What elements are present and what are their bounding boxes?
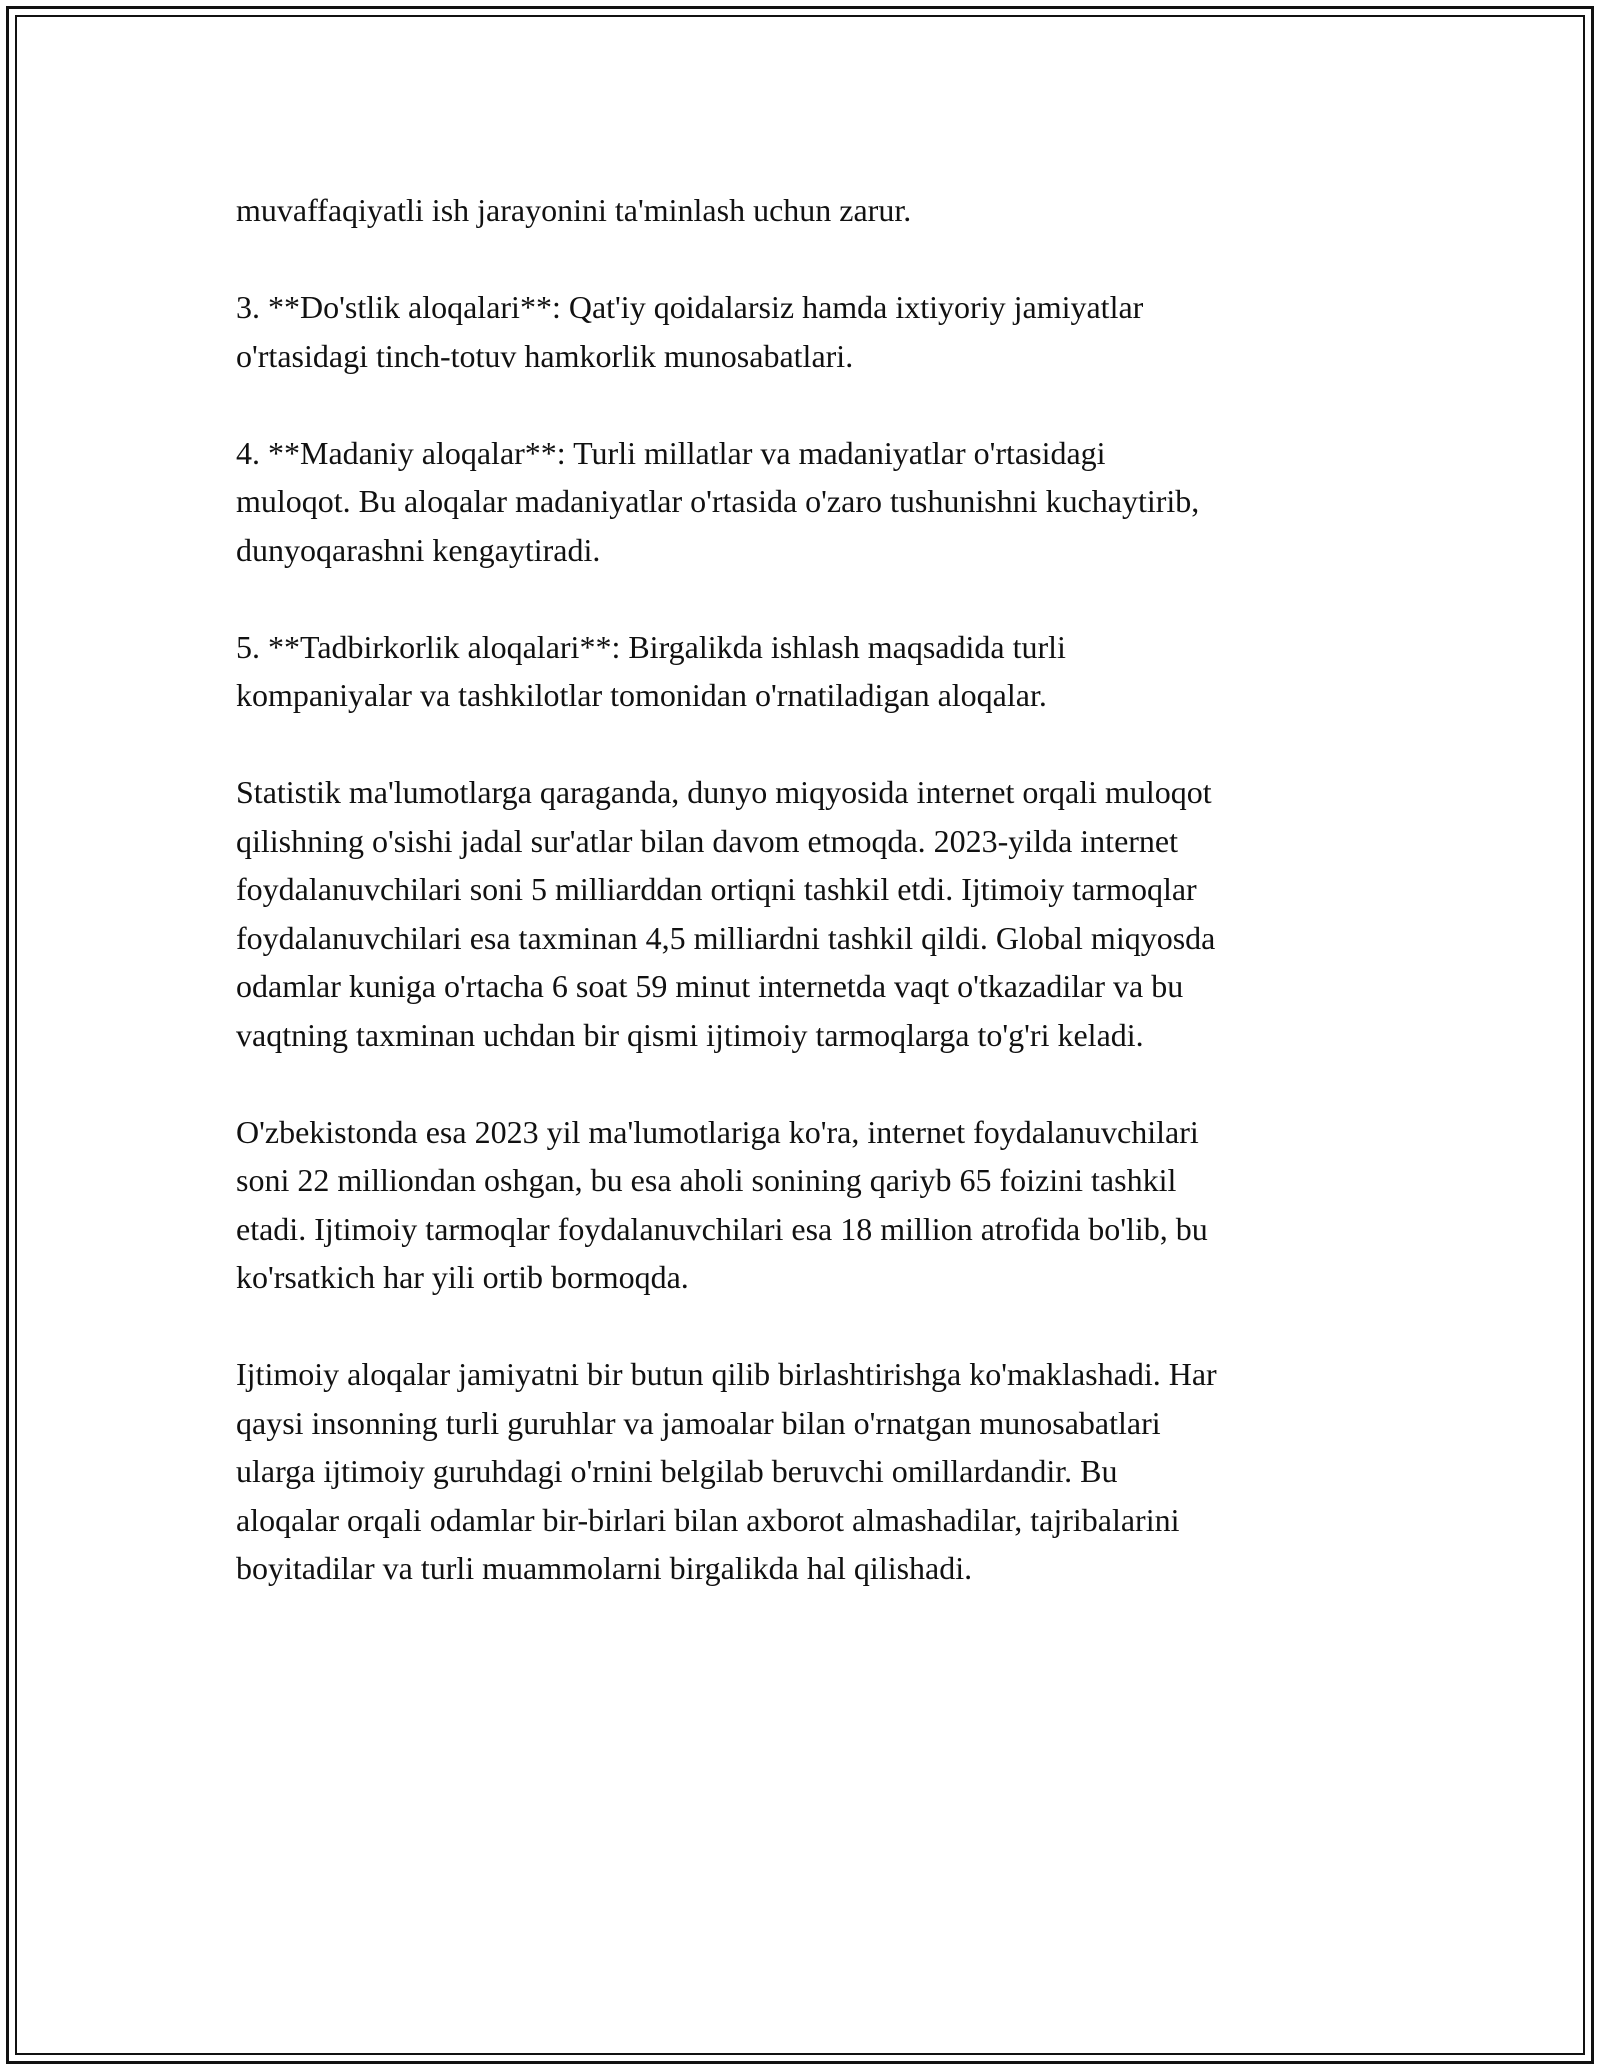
paragraph-uzbekistan-statistics: O'zbekistonda esa 2023 yil ma'lumotlariga ko'ra, internet foydalanuvchilari soni 22 milliondan oshgan, bu esa aholi sonining qariyb 65 foizini tashkil etadi. Ijtimoiy tarmoqlar foydalanuvchilari esa 18 million atrofida bo'lib, bu ko'rsatkich har yili ortib bormoqda. [236,1113,1208,1295]
document-body [236,186,1386,1641]
paragraph-conclusion: Ijtimoiy aloqalar jamiyatni bir butun qilib birlashtirishga ko'maklashadi. Har qaysi insonning turli guruhlar va jamoalar bilan o'rnatgan munosabatlari ularga ijtimoiy guruhdagi o'rnini belgilab beruvchi omillardandir. Bu aloqalar orqali odamlar bir-birlari bilan axborot almashadilar, tajribalarini boyitadilar va turli muammolarni birgalikda hal qilishadi. [236,1356,1217,1586]
paragraph-global-statistics: Statistik ma'lumotlarga qaraganda, dunyo miqyosida internet orqali muloqot qilishning o'sishi jadal sur'atlar bilan davom etmoqda. 2023-yilda internet foydalanuvchilari soni 5 milliarddan ortiqni tashkil etdi. Ijtimoiy tarmoqlar foydalanuvchilari esa taxminan 4,5 milliardni tashkil qildi. Global miqyosda odamlar kuniga o'rtacha 6 soat 59 minut internetda vaqt o'tkazadilar va bu vaqtning taxminan uchdan bir qismi ijtimoiy tarmoqlarga to'g'ri keladi. [236,774,1216,1053]
paragraph-continuation: muvaffaqiyatli ish jarayonini ta'minlash uchun zarur. [236,192,912,228]
paragraph-item-4: 4. **Madaniy aloqalar**: Turli millatlar va madaniyatlar o'rtasidagi muloqot. Bu aloqalar madaniyatlar o'rtasida o'zaro tushunishni kuchaytirib, dunyoqarashni kengaytiradi. [236,434,1200,568]
paragraph-item-3: 3. **Do'stlik aloqalari**: Qat'iy qoidalarsiz hamda ixtiyoriy jamiyatlar o'rtasidagi tinch-totuv hamkorlik munosabatlari. [236,289,1144,374]
paragraph-item-5: 5. **Tadbirkorlik aloqalari**: Birgalikda ishlash maqsadida turli kompaniyalar va tashkilotlar tomonidan o'rnatiladigan aloqalar. [236,628,1066,713]
